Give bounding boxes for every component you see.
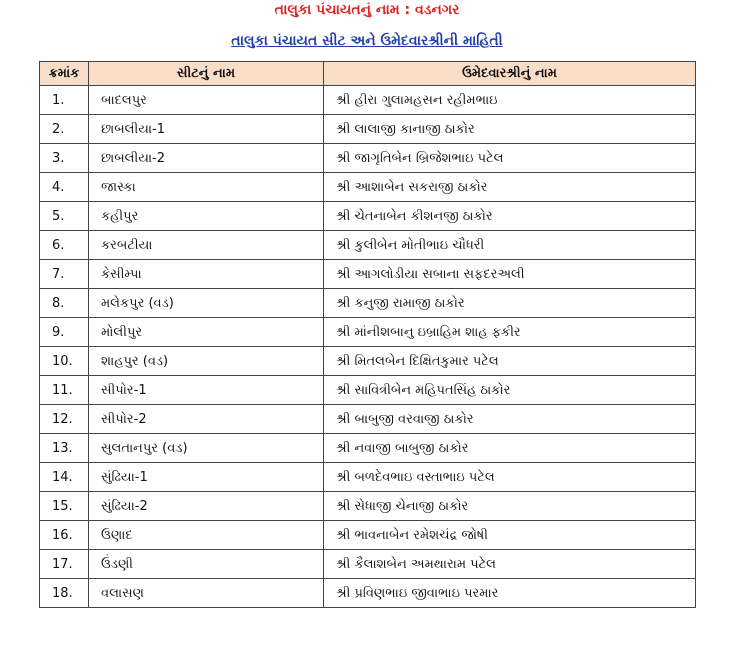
cell-serial: 18. [40,579,89,608]
column-header-serial: ક્રમાંક [40,62,89,86]
table-row [40,289,696,318]
cell-serial: 5. [40,202,89,231]
cell-seat-name: છાબલીયા-1 [89,115,324,144]
cell-candidate-name: શ્રી કુલીબેન મોતીભાઇ ચૌધરી [324,231,696,260]
header-row [40,62,696,86]
page-subtitle [0,33,734,49]
table-row [40,318,696,347]
cell-candidate-name: શ્રી કૈલાશબેન અમથારામ પટેલ [324,550,696,579]
cell-seat-name: કેસીમ્પા [89,260,324,289]
cell-serial: 9. [40,318,89,347]
cell-seat-name: સુંઢિયા-1 [89,463,324,492]
table-row [40,86,696,115]
table-row [40,144,696,173]
column-header-seat: સીટનું નામ [89,62,324,86]
table-row [40,434,696,463]
table-row [40,231,696,260]
table-row [40,550,696,579]
cell-seat-name: મલેકપુર (વડ) [89,289,324,318]
cell-serial: 12. [40,405,89,434]
table-row [40,463,696,492]
table-row [40,202,696,231]
cell-candidate-name: શ્રી બાબુજી વરવાજી ઠાકોર [324,405,696,434]
cell-serial: 13. [40,434,89,463]
table-row [40,260,696,289]
table-header [40,62,696,86]
table-row [40,173,696,202]
cell-serial: 17. [40,550,89,579]
table-row [40,579,696,608]
table-row [40,521,696,550]
cell-seat-name: કહીપુર [89,202,324,231]
cell-seat-name: સુલતાનપુર (વડ) [89,434,324,463]
cell-candidate-name: શ્રી મિતલબેન દિક્ષિતકુમાર પટેલ [324,347,696,376]
cell-seat-name: વલાસણ [89,579,324,608]
cell-serial: 3. [40,144,89,173]
cell-serial: 11. [40,376,89,405]
column-header-candidate: ઉમેદવારશ્રીનું નામ [324,62,696,86]
cell-serial: 2. [40,115,89,144]
cell-serial: 1. [40,86,89,115]
cell-seat-name: સુંઢિયા-2 [89,492,324,521]
cell-seat-name: છાબલીયા-2 [89,144,324,173]
cell-serial: 7. [40,260,89,289]
cell-serial: 15. [40,492,89,521]
subtitle-text: તાલુકા પંચાયત સીટ અને ઉમેદવારશ્રીની માહિતી [231,33,503,49]
cell-candidate-name: શ્રી નવાજી બાબુજી ઠાકોર [324,434,696,463]
cell-seat-name: ઉણાદ [89,521,324,550]
cell-candidate-name: શ્રી હીરા ગુલામહસન રહીમભાઇ [324,86,696,115]
cell-candidate-name: શ્રી બળદેવભાઇ વસ્તાભાઇ પટેલ [324,463,696,492]
cell-serial: 8. [40,289,89,318]
cell-candidate-name: શ્રી ચેતનાબેન કીશનજી ઠાકોર [324,202,696,231]
cell-seat-name: ઉંડણી [89,550,324,579]
cell-seat-name: સીપોર-2 [89,405,324,434]
cell-candidate-name: શ્રી ભાવનાબેન રમેશચંદ્ર જોષી [324,521,696,550]
cell-candidate-name: શ્રી માંનીશબાનુ ઇબ્રાહિમ શાહ ફકીર [324,318,696,347]
table-row [40,376,696,405]
table-row [40,347,696,376]
cell-candidate-name: શ્રી કનુજી રામાજી ઠાકોર [324,289,696,318]
cell-serial: 14. [40,463,89,492]
cell-candidate-name: શ્રી સેધાજી ચેનાજી ઠાકોર [324,492,696,521]
cell-candidate-name: શ્રી સાવિત્રીબેન મહિપતસિંહ ઠાકોર [324,376,696,405]
cell-seat-name: સીપોર-1 [89,376,324,405]
cell-seat-name: મોલીપુર [89,318,324,347]
cell-seat-name: જાસ્કા [89,173,324,202]
table-row [40,115,696,144]
cell-serial: 16. [40,521,89,550]
seat-candidate-table [39,61,696,608]
cell-candidate-name: શ્રી આગલોડીયા સબાના સફદરઅલી [324,260,696,289]
cell-seat-name: શાહપુર (વડ) [89,347,324,376]
cell-serial: 4. [40,173,89,202]
cell-seat-name: કરબટીયા [89,231,324,260]
cell-seat-name: બાદલપુર [89,86,324,115]
cell-candidate-name: શ્રી જાગૃતિબેન બ્રિજેશભાઇ પટેલ [324,144,696,173]
table-row [40,405,696,434]
table-body [40,86,696,608]
cell-candidate-name: શ્રી પ્રવિણભાઇ જીવાભાઇ પરમાર [324,579,696,608]
table-row [40,492,696,521]
cell-serial: 6. [40,231,89,260]
cell-serial: 10. [40,347,89,376]
cell-candidate-name: શ્રી આશાબેન સકરાજી ઠાકોર [324,173,696,202]
page-title: તાલુકા પંચાયતનું નામ : વડનગર [274,2,460,18]
cell-candidate-name: શ્રી લાલાજી કાનાજી ઠાકોર [324,115,696,144]
